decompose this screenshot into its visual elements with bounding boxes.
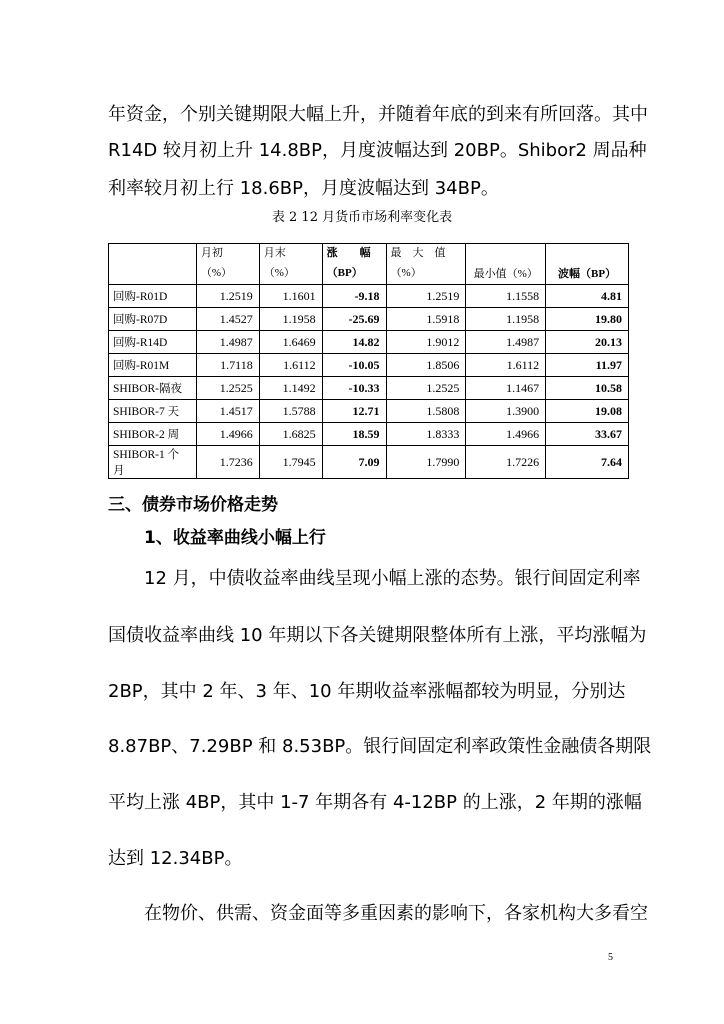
table-row xyxy=(109,423,629,446)
cell-range: 4.81 xyxy=(546,285,629,308)
cell-end: 1.1958 xyxy=(259,308,322,331)
cell-change: -10.33 xyxy=(322,377,386,400)
body-line-5: 平均上涨 4BP，其中 1-7 年期各有 4-12BP 的上涨，2 年期的涨幅 xyxy=(108,792,642,813)
header-max xyxy=(386,244,466,285)
cell-min: 1.1467 xyxy=(466,377,546,400)
cell-max: 1.5808 xyxy=(386,400,466,423)
cell-range: 7.64 xyxy=(546,446,629,479)
intro-line-2: R14D 较月初上升 14.8BP，月度波幅达到 20BP。Shibor2 周品种 xyxy=(108,140,647,161)
cell-start: 1.4987 xyxy=(196,331,259,354)
cell-start: 1.7236 xyxy=(196,446,259,479)
cell-label: 回购-R07D xyxy=(109,308,197,331)
header-start xyxy=(196,244,259,285)
cell-label: 回购-R14D xyxy=(109,331,197,354)
cell-min: 1.4987 xyxy=(466,331,546,354)
cell-label: SHIBOR-1 个月 xyxy=(109,446,197,479)
cell-change: 12.71 xyxy=(322,400,386,423)
cell-max: 1.2525 xyxy=(386,377,466,400)
header-label xyxy=(109,244,197,285)
header-min-label: 最小值（%） xyxy=(473,268,538,280)
cell-end: 1.6469 xyxy=(259,331,322,354)
table-row xyxy=(109,308,629,331)
cell-start: 1.4517 xyxy=(196,400,259,423)
section-subheading: 1、收益率曲线小幅上行 xyxy=(144,528,326,548)
page-number: 5 xyxy=(608,952,613,963)
intro-line-1: 年资金，个别关键期限大幅上升，并随着年底的到来有所回落。其中 xyxy=(108,104,648,125)
table-header-row xyxy=(109,244,629,285)
cell-range: 10.58 xyxy=(546,377,629,400)
cell-change: 7.09 xyxy=(322,446,386,479)
table-row xyxy=(109,400,629,423)
table-row xyxy=(109,331,629,354)
cell-range: 33.67 xyxy=(546,423,629,446)
section-heading: 三、债券市场价格走势 xyxy=(108,495,278,515)
header-max-top: 最 大 值 xyxy=(390,247,446,259)
body-line-4: 8.87BP、7.29BP 和 8.53BP。银行间固定利率政策性金融债各期限 xyxy=(108,736,652,757)
cell-label: 回购-R01D xyxy=(109,285,197,308)
cell-start: 1.4527 xyxy=(196,308,259,331)
cell-end: 1.6825 xyxy=(259,423,322,446)
cell-min: 1.1958 xyxy=(466,308,546,331)
cell-min: 1.4966 xyxy=(466,423,546,446)
table-caption: 表 2 12 月货币市场利率变化表 xyxy=(271,210,453,225)
cell-end: 1.7945 xyxy=(259,446,322,479)
body-line-6: 达到 12.34BP。 xyxy=(108,848,243,869)
cell-max: 1.7990 xyxy=(386,446,466,479)
cell-start: 1.2519 xyxy=(196,285,259,308)
header-start-unit: （%） xyxy=(200,267,232,279)
cell-start: 1.7118 xyxy=(196,354,259,377)
header-max-unit: （%） xyxy=(390,267,422,279)
cell-min: 1.7226 xyxy=(466,446,546,479)
cell-change: 14.82 xyxy=(322,331,386,354)
cell-end: 1.1601 xyxy=(259,285,322,308)
header-change-top: 涨 幅 xyxy=(326,247,371,259)
cell-max: 1.8506 xyxy=(386,354,466,377)
cell-label: 回购-R01M xyxy=(109,354,197,377)
cell-label: SHIBOR-7 天 xyxy=(109,400,197,423)
cell-start: 1.4966 xyxy=(196,423,259,446)
cell-max: 1.2519 xyxy=(386,285,466,308)
cell-change: -10.05 xyxy=(322,354,386,377)
header-end xyxy=(259,244,322,285)
body-line-7: 在物价、供需、资金面等多重因素的影响下，各家机构大多看空 xyxy=(144,903,648,924)
cell-max: 1.8333 xyxy=(386,423,466,446)
table-row xyxy=(109,446,629,479)
cell-range: 19.08 xyxy=(546,400,629,423)
cell-min: 1.6112 xyxy=(466,354,546,377)
cell-change: -9.18 xyxy=(322,285,386,308)
cell-range: 19.80 xyxy=(546,308,629,331)
header-change-unit: （BP） xyxy=(326,267,363,279)
table-body xyxy=(109,285,629,479)
cell-end: 1.6112 xyxy=(259,354,322,377)
body-line-1: 12 月，中债收益率曲线呈现小幅上涨的态势。银行间固定利率 xyxy=(144,568,641,589)
header-end-top: 月末 xyxy=(263,247,286,259)
cell-min: 1.1558 xyxy=(466,285,546,308)
cell-max: 1.5918 xyxy=(386,308,466,331)
cell-min: 1.3900 xyxy=(466,400,546,423)
cell-change: 18.59 xyxy=(322,423,386,446)
cell-range: 11.97 xyxy=(546,354,629,377)
header-min xyxy=(466,244,546,285)
cell-change: -25.69 xyxy=(322,308,386,331)
header-range-label: 波幅（BP） xyxy=(558,268,617,280)
cell-label: SHIBOR-隔夜 xyxy=(109,377,197,400)
table-row xyxy=(109,285,629,308)
money-market-rate-table xyxy=(108,243,629,479)
cell-end: 1.5788 xyxy=(259,400,322,423)
header-range xyxy=(546,244,629,285)
header-end-unit: （%） xyxy=(263,267,295,279)
header-start-top: 月初 xyxy=(200,247,223,259)
cell-label: SHIBOR-2 周 xyxy=(109,423,197,446)
intro-line-3: 利率较月初上行 18.6BP，月度波幅达到 34BP。 xyxy=(108,178,499,199)
table-row xyxy=(109,377,629,400)
header-change xyxy=(322,244,386,285)
cell-max: 1.9012 xyxy=(386,331,466,354)
body-line-2: 国债收益率曲线 10 年期以下各关键期限整体所有上涨，平均涨幅为 xyxy=(108,625,647,646)
cell-range: 20.13 xyxy=(546,331,629,354)
body-line-3: 2BP，其中 2 年、3 年、10 年期收益率涨幅都较为明显，分别达 xyxy=(108,681,626,702)
cell-end: 1.1492 xyxy=(259,377,322,400)
cell-start: 1.2525 xyxy=(196,377,259,400)
table-row xyxy=(109,354,629,377)
